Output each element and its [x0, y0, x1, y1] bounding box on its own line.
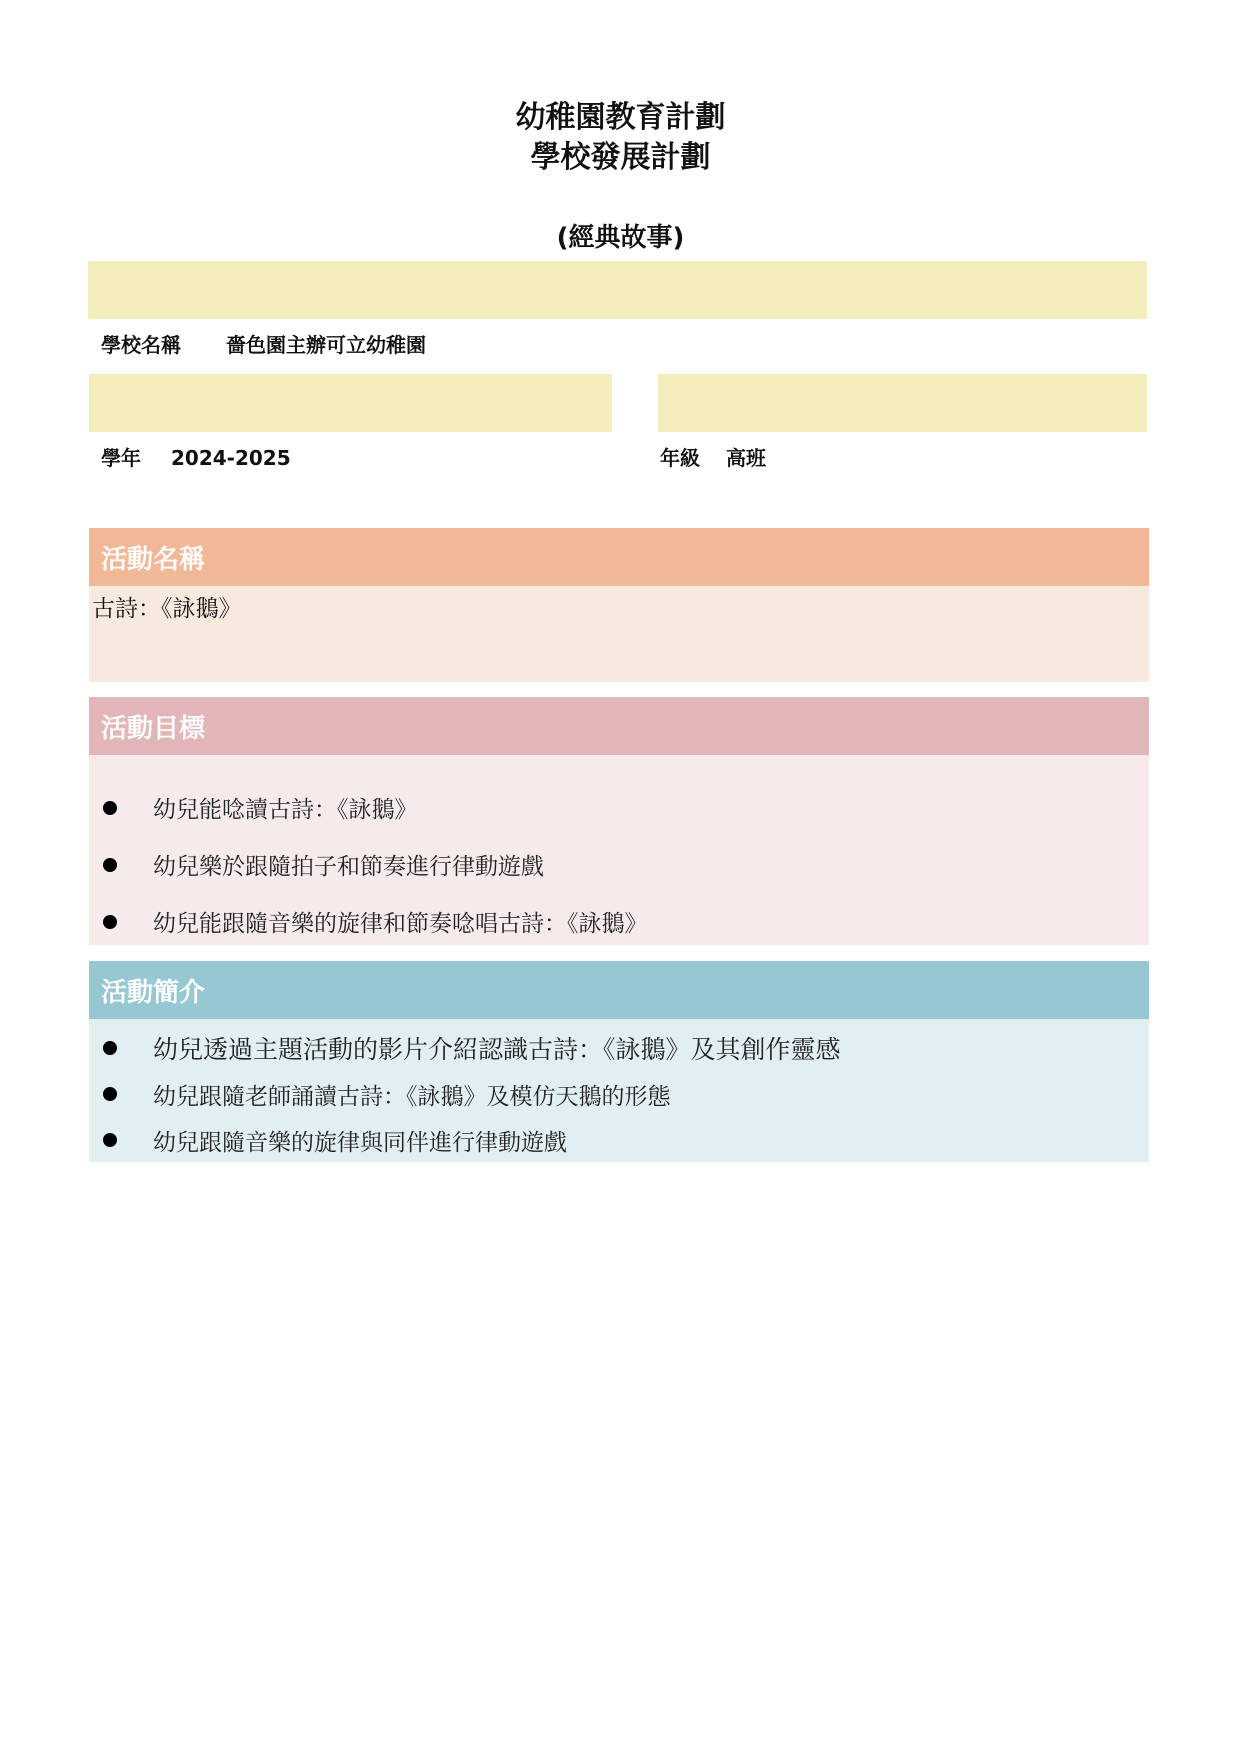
grade-label: 年級	[660, 446, 700, 470]
list-item-text: 幼兒透過主題活動的影片介紹認識古詩：《詠鵝》及其創作靈感	[153, 1035, 841, 1064]
document-title	[0, 98, 1241, 178]
activity-intro-heading: 活動簡介	[89, 961, 1149, 1019]
list-item-text: 幼兒跟隨老師誦讀古詩：《詠鵝》及模仿天鵝的形態	[153, 1083, 671, 1110]
bullet-icon	[103, 1041, 117, 1055]
list-item	[89, 1071, 1149, 1117]
activity-goals-list	[89, 779, 1149, 950]
grade-value: 高班	[726, 446, 766, 470]
bullet-icon	[103, 858, 117, 872]
grade-row	[660, 444, 766, 472]
list-item	[89, 836, 1149, 893]
bullet-icon	[103, 801, 117, 815]
activity-name-text: 古詩：《詠鵝》	[89, 586, 1149, 682]
activity-name-section	[89, 528, 1149, 682]
list-item-text: 幼兒樂於跟隨拍子和節奏進行律動遊戲	[153, 854, 544, 880]
title-line-1: 幼稚園教育計劃	[515, 100, 726, 135]
list-item	[89, 779, 1149, 836]
list-item	[89, 893, 1149, 950]
list-item-text: 幼兒能唸讀古詩：《詠鵝》	[153, 797, 418, 823]
school-name-label: 學校名稱	[101, 333, 181, 357]
activity-goals-body	[89, 755, 1149, 945]
school-name-bar	[88, 261, 1147, 319]
school-year-row	[101, 444, 291, 472]
bullet-icon	[103, 1087, 117, 1101]
list-item-text: 幼兒跟隨音樂的旋律與同伴進行律動遊戲	[153, 1129, 567, 1156]
activity-intro-body	[89, 1019, 1149, 1162]
school-year-label: 學年	[101, 446, 141, 470]
document-subtitle: (經典故事)	[556, 223, 685, 253]
activity-intro-section	[89, 961, 1149, 1162]
school-year-bar	[89, 374, 612, 432]
bullet-icon	[103, 915, 117, 929]
list-item	[89, 1117, 1149, 1163]
activity-intro-list	[89, 1025, 1149, 1163]
school-year-value: 2024-2025	[171, 446, 291, 470]
list-item-text: 幼兒能跟隨音樂的旋律和節奏唸唱古詩：《詠鵝》	[153, 911, 648, 937]
activity-goals-section	[89, 697, 1149, 945]
school-name-value: 嗇色園主辦可立幼稚園	[226, 333, 426, 357]
list-item	[89, 1025, 1149, 1071]
activity-goals-heading: 活動目標	[89, 697, 1149, 755]
grade-bar	[658, 374, 1147, 432]
bullet-icon	[103, 1133, 117, 1147]
school-name-row	[101, 331, 426, 359]
activity-name-heading: 活動名稱	[89, 528, 1149, 586]
title-line-2: 學校發展計劃	[530, 140, 711, 175]
